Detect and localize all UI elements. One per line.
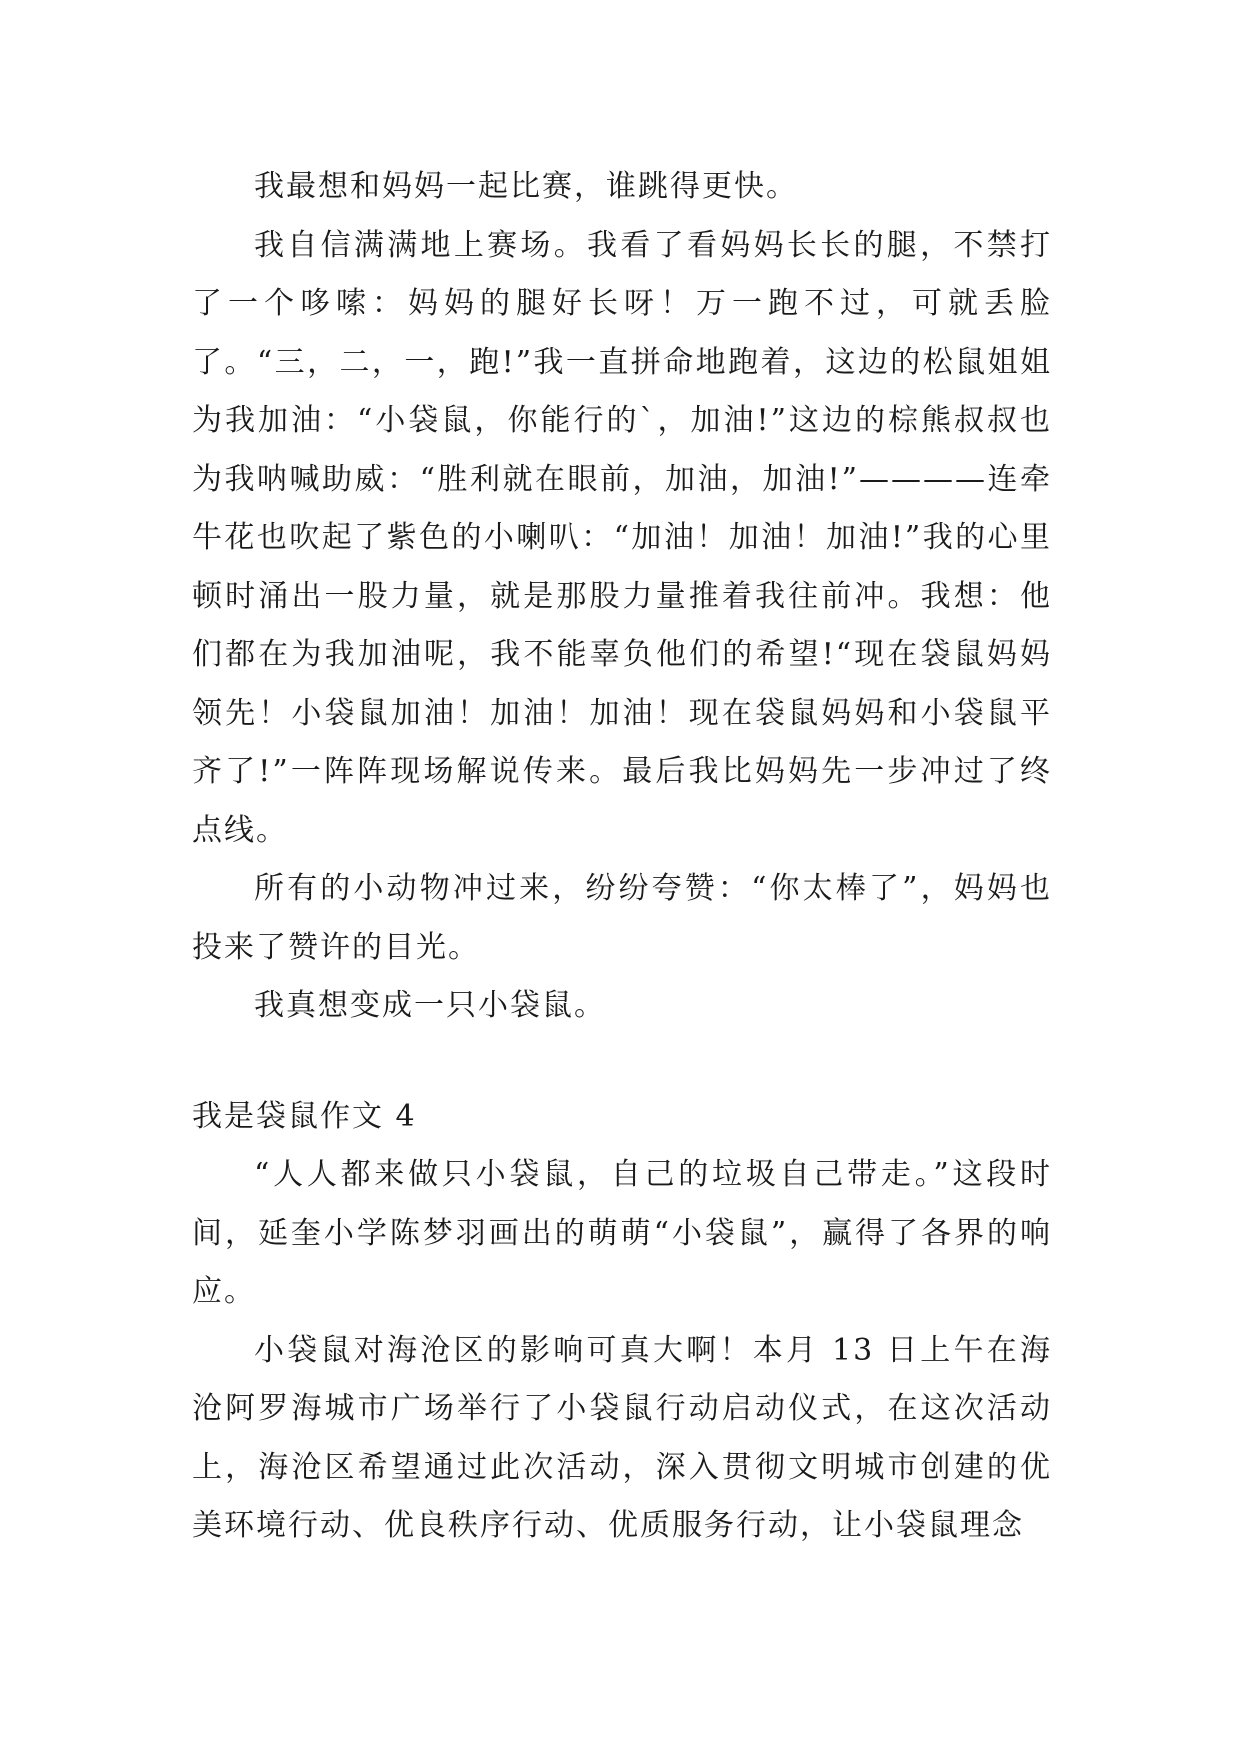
paragraph: 所有的小动物冲过来，纷纷夸赞：“你太棒了”，妈妈也投来了赞许的目光。 [192,871,1052,965]
paragraph: “人人都来做只小袋鼠，自己的垃圾自己带走。”这段时间，延奎小学陈梦羽画出的萌萌“小袋鼠”，赢得了各界的响应。 [192,1157,1052,1309]
paragraph: 我最想和妈妈一起比赛，谁跳得更快。 [254,169,798,204]
paragraph: 小袋鼠对海沧区的影响可真大啊！本月 13 日上午在海沧阿罗海城市广场举行了小袋鼠行动启动仪式，在这次活动上，海沧区希望通过此次活动，深入贯彻文明城市创建的优美环境行动、优良秩序行动、优质服务行动，让小袋鼠理念 [192,1332,1052,1543]
paragraph: 我真想变成一只小袋鼠。 [254,988,606,1023]
paragraph: 我自信满满地上赛场。我看了看妈妈长长的腿，不禁打了一个哆嗦：妈妈的腿好长呀！万一跑不过，可就丢脸了。“三，二，一，跑!”我一直拼命地跑着，这边的松鼠姐姐为我加油：“小袋鼠，你能行的`，加油!”这边的棕熊叔叔也为我呐喊助威：“胜利就在眼前，加油，加油!”————连牵牛花也吹起了紫色的小喇叭：“加油！加油！加油!”我的心里顿时涌出一股力量，就是那股力量推着我往前冲。我想：他们都在为我加油呢，我不能辜负他们的希望!“现在袋鼠妈妈领先！小袋鼠加油！加油！加油！现在袋鼠妈妈和小袋鼠平齐了!”一阵阵现场解说传来。最后我比妈妈先一步冲过了终点线。 [192,227,1052,848]
section-heading: 我是袋鼠作文 4 [192,1098,417,1134]
document-body [192,158,1052,1556]
